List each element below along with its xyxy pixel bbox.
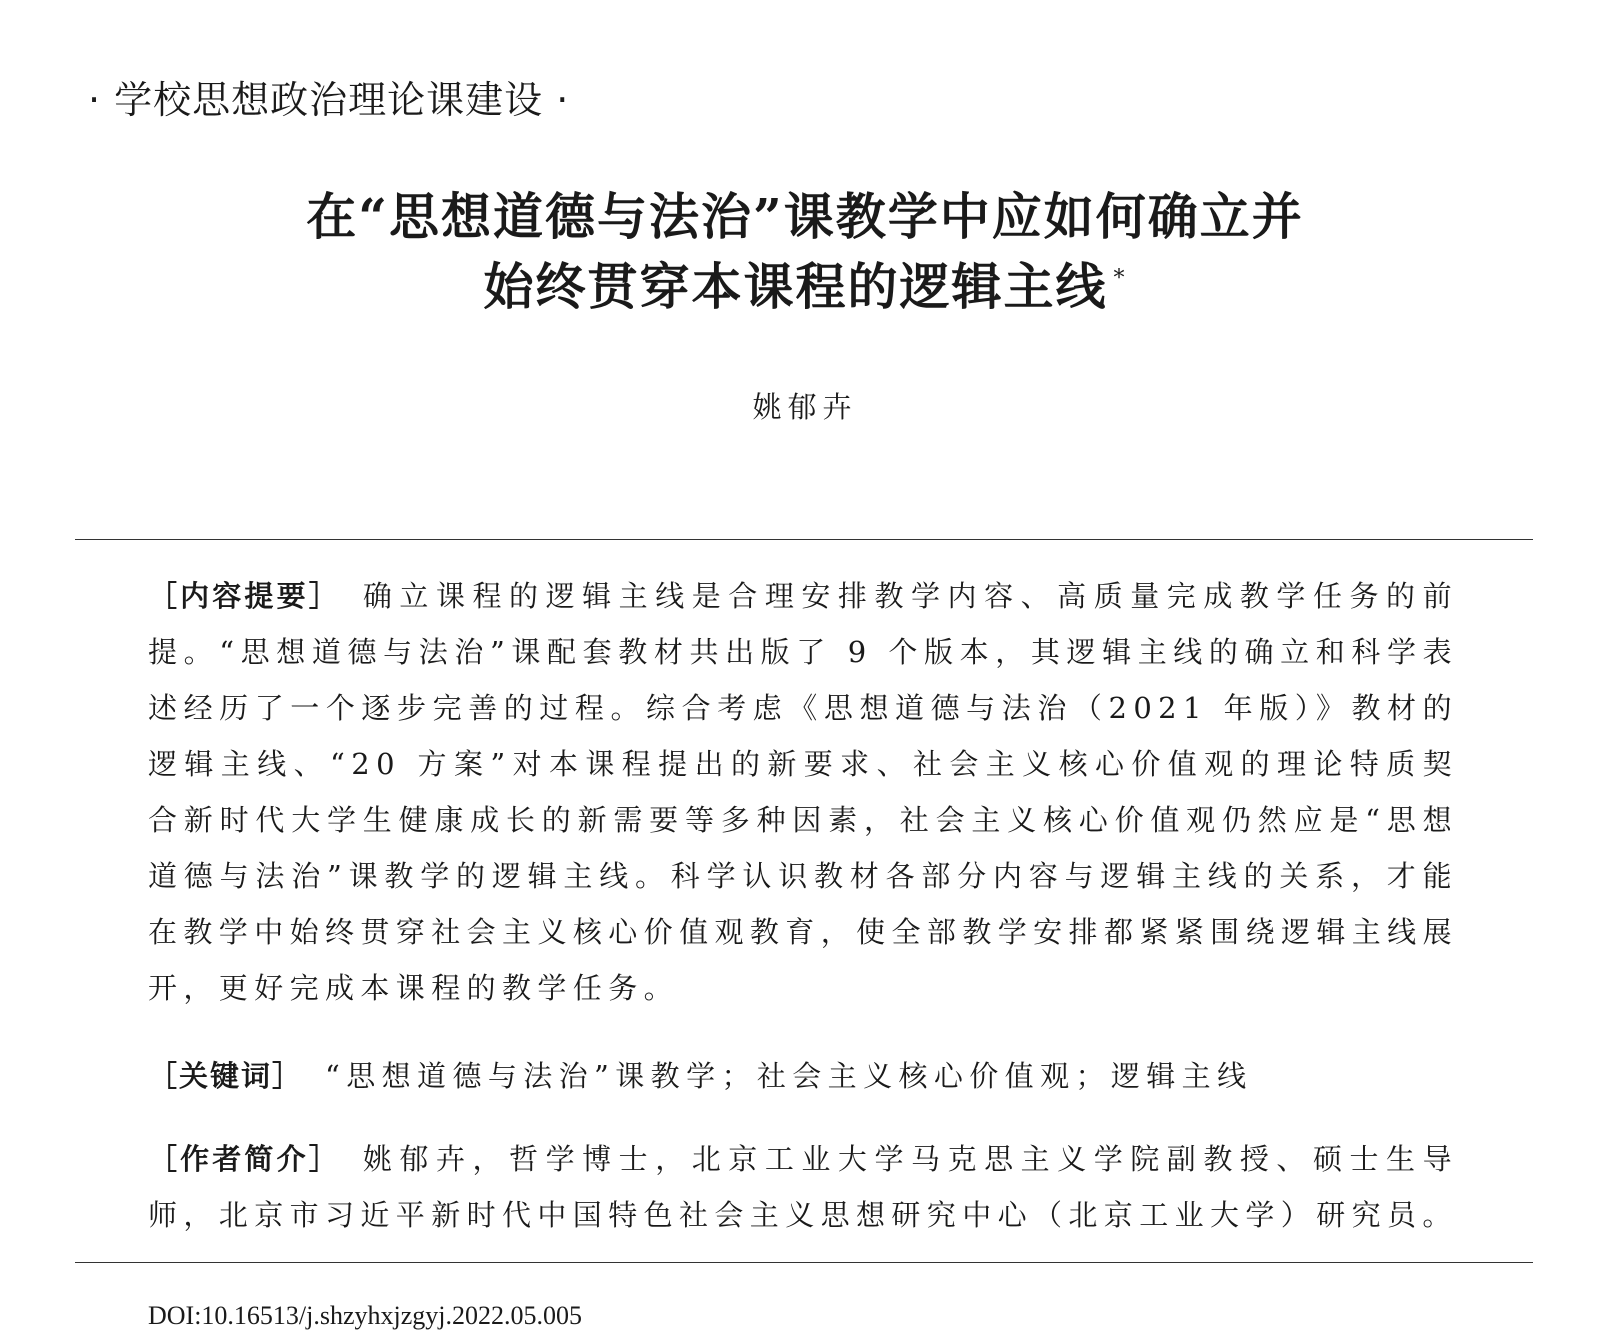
title-line-1: 在“思想道德与法治”课教学中应如何确立并 <box>306 187 1304 246</box>
keywords-text: “思想道德与法治”课教学；社会主义核心价值观；逻辑主线 <box>325 1059 1253 1093</box>
author-bio-label: ［作者简介］ <box>148 1142 341 1176</box>
article-title <box>0 182 1610 322</box>
top-divider <box>75 539 1533 540</box>
title-line-2-text: 始终贯穿本课程的逻辑主线 <box>483 257 1108 316</box>
bottom-divider <box>75 1262 1533 1263</box>
doi-text: DOI:10.16513/j.shzyhxjzgyj.2022.05.005 <box>148 1301 583 1330</box>
abstract-text: 确立课程的逻辑主线是合理安排教学内容、高质量完成教学任务的前提。“思想道德与法治”课配套教材共出版了 9 个版本，其逻辑主线的确立和科学表述经历了一个逐步完善的过程。综合考虑《思想道德与法治（2021 年版）》教材的逻辑主线、“20 方案”对本课程提出的新要求、社会主义核心价值观的理论特质契合新时代大学生健康成长的新需要等多种因素，社会主义核心价值观仍然应是“思想道德与法治”课教学的逻辑主线。科学认识教材各部分内容与逻辑主线的关系，才能在教学中始终贯穿社会主义核心价值观教育，使全部教学安排都紧紧围绕逻辑主线展开，更好完成本课程的教学任务。 <box>148 579 1458 1005</box>
column-label: · 学校思想政治理论课建设 · <box>88 78 570 122</box>
author-bio-text: 姚郁卉，哲学博士，北京工业大学马克思主义学院副教授、硕士生导师，北京市习近平新时代中国特色社会主义思想研究中心（北京工业大学）研究员。 <box>148 1142 1458 1232</box>
abstract-section <box>148 568 1458 1016</box>
abstract-label: ［内容提要］ <box>148 579 341 613</box>
keywords-section <box>148 1048 1458 1104</box>
author-bio-section <box>148 1131 1458 1243</box>
title-footnote-marker: * <box>1113 266 1127 291</box>
title-line-2 <box>0 252 1610 322</box>
keywords-label: ［关键词］ <box>148 1059 304 1093</box>
author-name: 姚郁卉 <box>752 390 858 424</box>
